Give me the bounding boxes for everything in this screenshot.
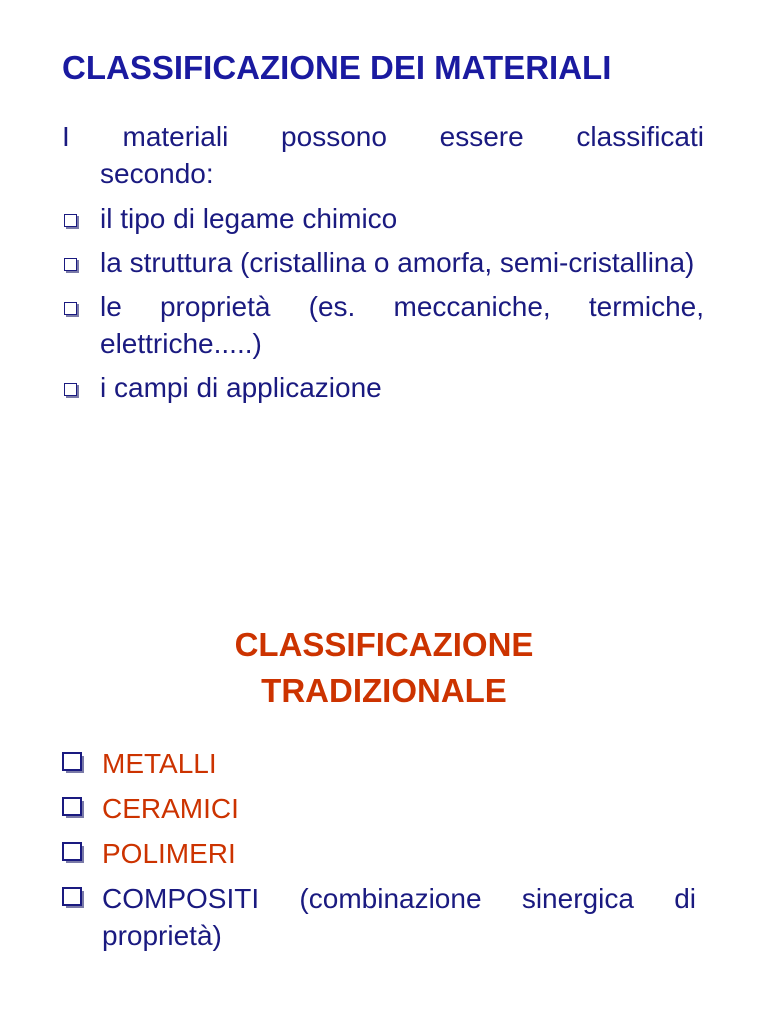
checkbox-icon [64,258,77,271]
criteria-item [62,369,704,406]
category-item-text: CERAMICI [102,793,239,824]
categories-list [62,745,696,962]
category-item-polimeri [62,835,696,872]
page-title: CLASSIFICAZIONE DEI MATERIALI [62,49,612,86]
criteria-list [62,200,704,413]
checkbox-icon [62,797,86,819]
category-item-metalli [62,745,696,782]
subtitle-line-1: CLASSIFICAZIONE [234,626,534,663]
checkbox-icon [64,214,77,227]
criteria-item-text: il tipo di legame chimico [100,203,398,234]
category-item-compositi [62,880,696,954]
criteria-item-text: le proprietà (es. meccaniche, termiche, elettriche.....) [100,291,704,359]
category-item-ceramici [62,790,696,827]
intro-paragraph [62,118,704,192]
checkbox-icon [64,383,77,396]
category-item-text: METALLI [102,748,217,779]
criteria-item-text: la struttura (cristallina o amorfa, semi-cristallina) [100,247,695,278]
intro-line-1: I materiali possono essere classificati [62,121,704,152]
section-subtitle [0,622,768,714]
checkbox-icon [64,302,77,315]
category-item-text: COMPOSITI (combinazione sinergica di proprietà) [102,883,696,951]
checkbox-icon [62,887,86,909]
criteria-item [62,244,704,281]
checkbox-icon [62,842,86,864]
criteria-item-text: i campi di applicazione [100,372,382,403]
intro-line-2: secondo: [100,158,214,189]
subtitle-line-2: TRADIZIONALE [261,672,507,709]
category-item-text: POLIMERI [102,838,236,869]
criteria-item [62,288,704,362]
checkbox-icon [62,752,86,774]
criteria-item [62,200,704,237]
